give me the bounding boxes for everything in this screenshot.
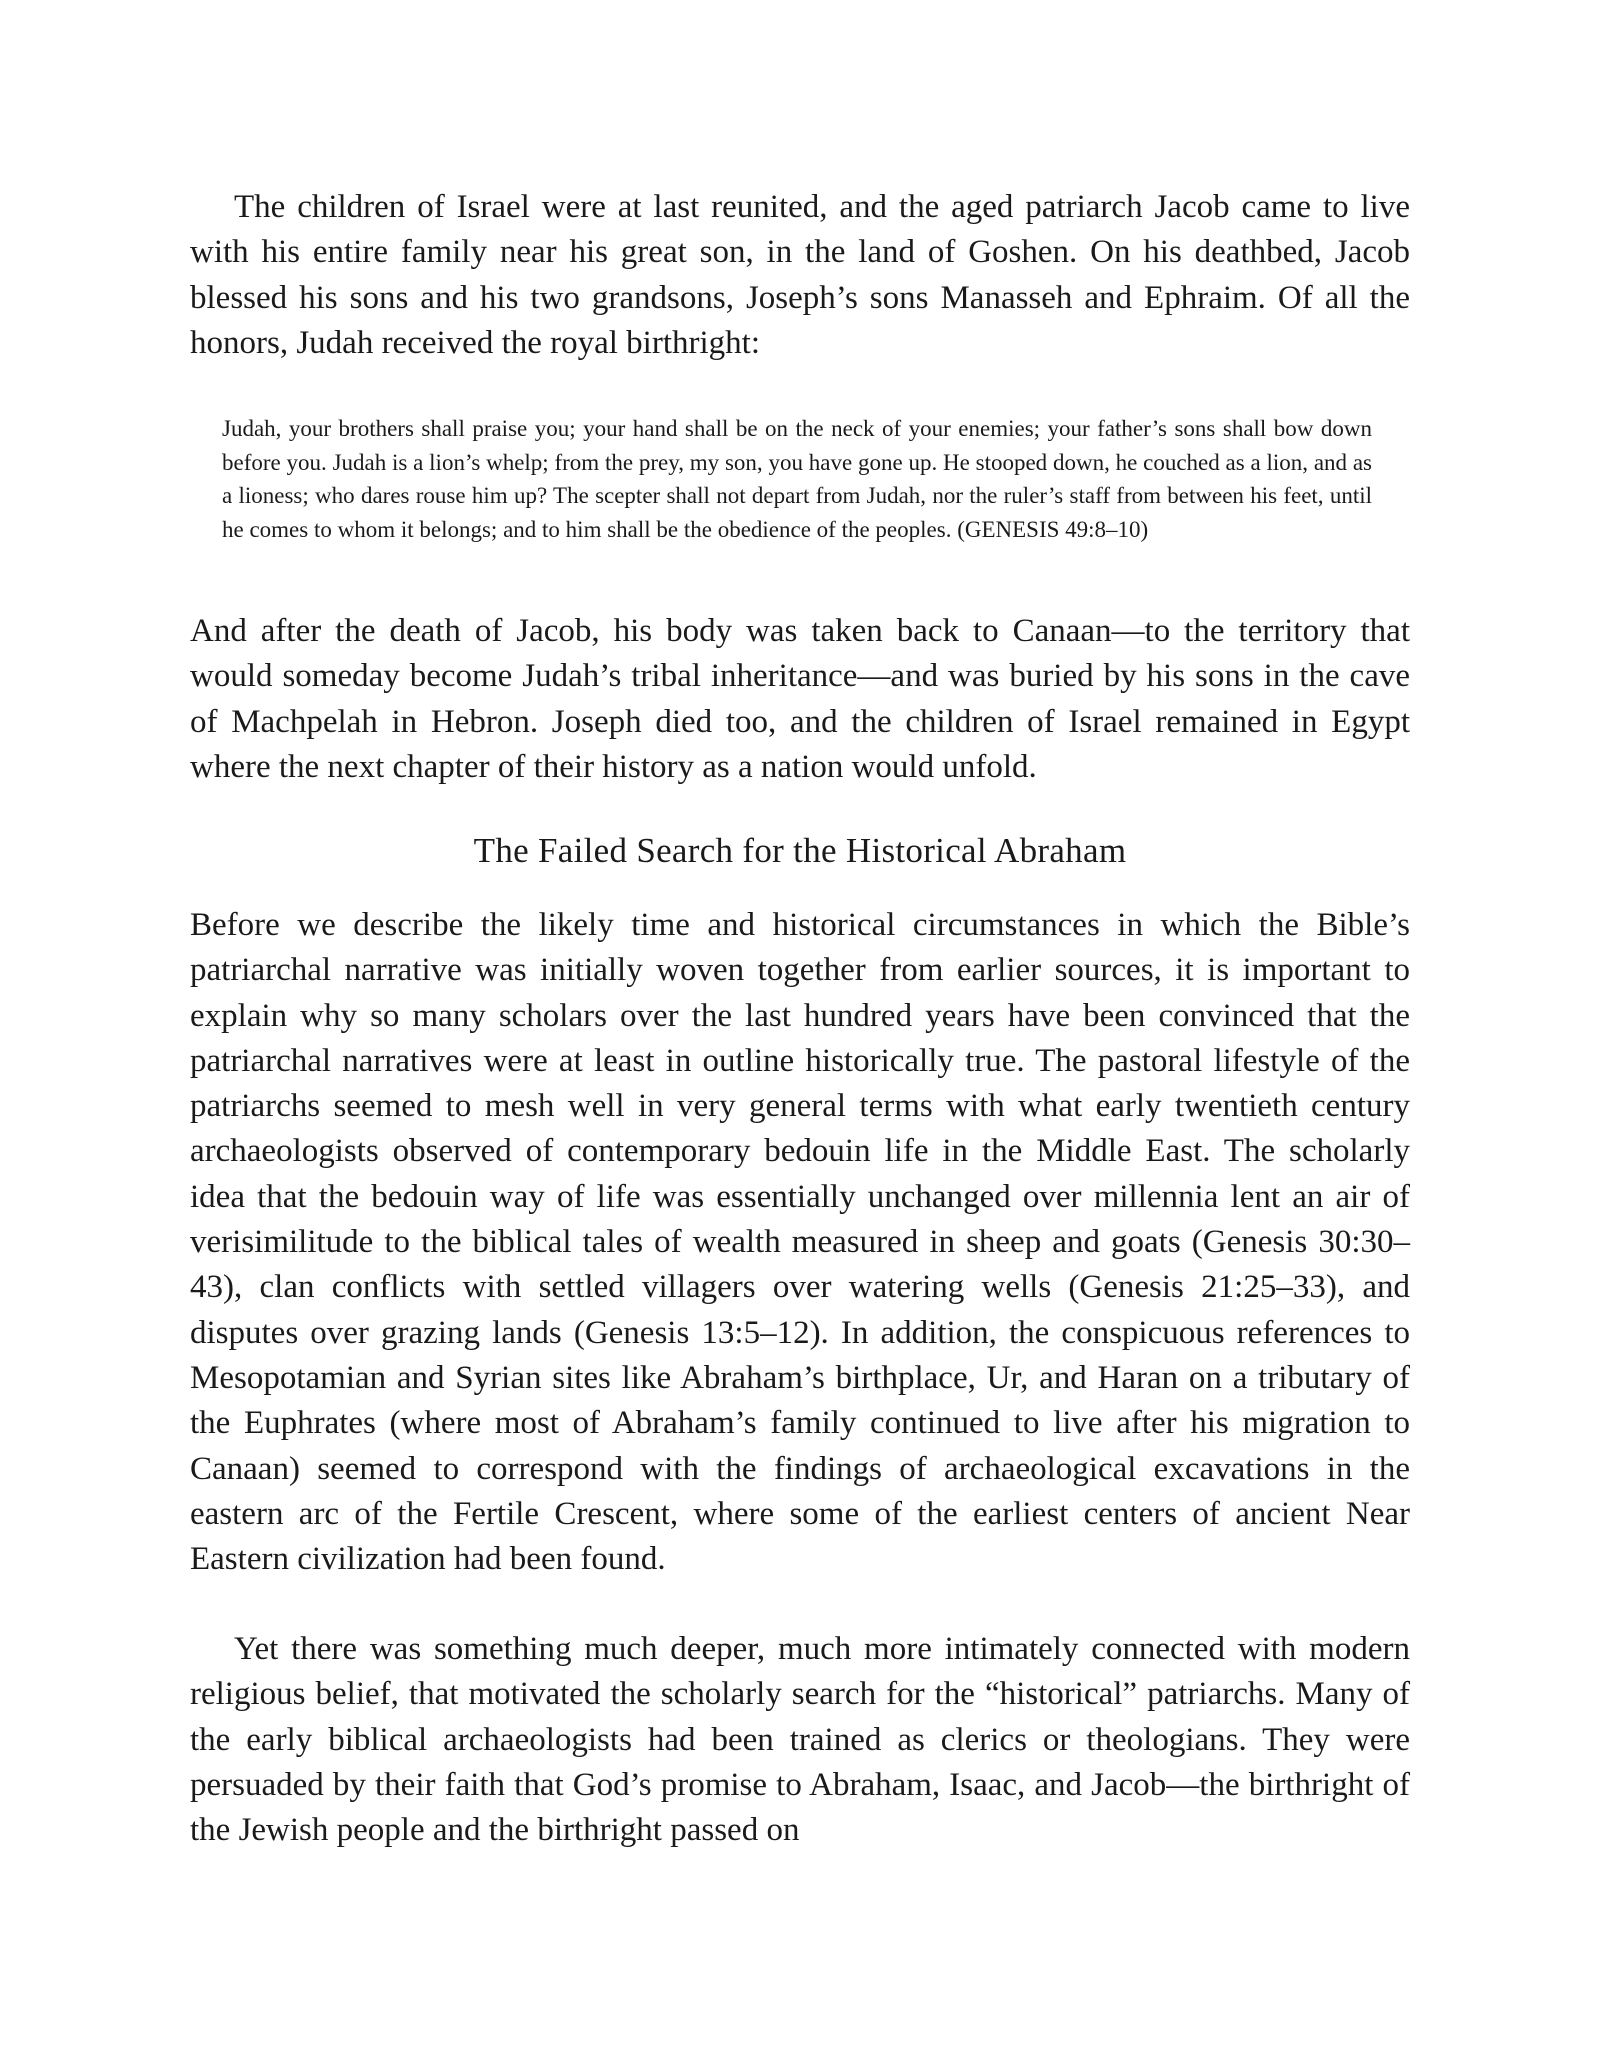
body-paragraph-jacob-burial: And after the death of Jacob, his body was taken back to Canaan—to the territory that would someday become Judah’s tribal inheritance—and was buried by his sons in the cave of Machpelah in Hebron. Joseph died too, and the children of Israel remained in Egypt where the next chapter of their history as a nation would unfold. bbox=[190, 613, 1410, 785]
body-paragraph-historical-search: Before we describe the likely time and historical circumstances in which the Bible’s patriarchal narrative was initially woven together from earlier sources, it is important to explain why so many scholars over the last hundred years have been convinced that the patriarchal narratives were at least in outline historically true. The pastoral lifestyle of the patriarchs seemed to mesh well in very general terms with what early twentieth century archaeologists observed of contemporary bedouin life in the Middle East. The scholarly idea that the bedouin way of life was essentially unchanged over millennia lent an air of verisimilitude to the biblical tales of wealth measured in sheep and goats (Genesis 30:30–43), clan conflicts with settled villagers over watering wells (Genesis 21:25–33), and disputes over grazing lands (Genesis 13:5–12). In addition, the conspicuous references to Mesopotamian and Syrian sites like Abraham’s birthplace, Ur, and Haran on a tributary of the Euphrates (where most of Abraham’s family continued to live after his migration to Canaan) seemed to correspond with the findings of archaeological excavations in the eastern arc of the Fertile Crescent, where some of the earliest centers of ancient Near Eastern civilization had been found. bbox=[190, 907, 1410, 1578]
body-paragraph-religious-motivation: Yet there was something much deeper, much more intimately connected with modern religious belief, that motivated the scholarly search for the “historical” patriarchs. Many of the early biblical archaeologists had been trained as clerics or theologians. They were persuaded by their faith that God’s promise to Abraham, Isaac, and Jacob—the birthright of the Jewish people and the birthright passed on bbox=[190, 1631, 1410, 1849]
block-quote-genesis: Judah, your brothers shall praise you; your hand shall be on the neck of your enemies; your father’s sons shall bow down before you. Judah is a lion’s whelp; from the prey, my son, you have gone up. He stooped down, he couched as a lion, and as a lioness; who dares rouse him up? The scepter shall not depart from Judah, nor the ruler’s staff from between his feet, until he comes to whom it belongs; and to him shall be the obedience of the peoples. (GENESIS 49:8–10) bbox=[222, 416, 1372, 542]
section-heading: The Failed Search for the Historical Abraham bbox=[473, 831, 1127, 870]
body-paragraph-jacob-blessing: The children of Israel were at last reunited, and the aged patriarch Jacob came to live with his entire family near his great son, in the land of Goshen. On his deathbed, Jacob blessed his sons and his two grandsons, Joseph’s sons Manasseh and Ephraim. Of all the honors, Judah received the royal birthright: bbox=[190, 189, 1410, 361]
